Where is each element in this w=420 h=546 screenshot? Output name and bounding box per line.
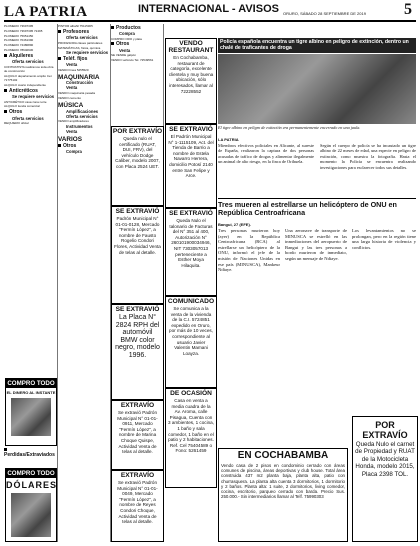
news-headline-helicoptero: Tres mueren al estrellarse un helicóptero de ONU en República Centroafricana [218, 200, 397, 218]
ad-line: VENDO maquinaria pesada [58, 91, 96, 96]
classified-column-1-lower [4, 446, 56, 466]
news-photo-tigre [218, 54, 416, 124]
photo-caption: El tigre albino en peligro de extinción era permanentemente encerrado en una jaula. [218, 125, 361, 130]
subsection-heading: Venta [66, 85, 78, 91]
logo-image [11, 493, 51, 537]
section-title: INTERNACIONAL - AVISOS [138, 3, 279, 15]
classified-column-1 [4, 24, 56, 376]
subsection-heading: Oferta servicios [66, 113, 98, 119]
subsection-heading: Compra [119, 30, 135, 36]
subsection-heading: Amplificaciones [66, 108, 99, 114]
ad-line: CONTRATISTA realizamos toda obra de construcción [4, 64, 54, 73]
ad-heading: EN COCHABAMBA [237, 450, 329, 461]
page-number: 5 [404, 1, 412, 18]
ad-box [111, 470, 164, 542]
ad-line: PINTOR albañil 75115305 [58, 24, 93, 28]
section-rule [218, 198, 416, 199]
news-source: Bangui, 27 (EFE). [218, 222, 251, 227]
ad-box [165, 296, 217, 388]
ad-line: REQUIERO oficial [4, 121, 29, 126]
header-rule [4, 20, 416, 22]
ad-heading: DE OCASIÓN [170, 390, 212, 397]
ad-line: PLOMERO 70461390 [4, 38, 34, 43]
ad-box [111, 126, 164, 206]
subsection-heading: Compra [66, 149, 82, 155]
ad-body: Vendo casa de 2 pisos en condominio cerrado con áreas comunes de piscina, áreas deportivas y club house. Total área construida 437 m2 planta baja, planta alta, patio con churrasquera. La planta alta cuenta 3 dormitorios, 1 dormitorio y 2 baños. Planta alta: 1 suite, 2 dormitorios, living comedor, cocina, escritorio, parqueo cerrado con barda. Precio Sus. 250.000.- Sin intermediarios llamar al Telf. 75990303 [221, 463, 345, 500]
subsection-heading: Oferta servicios [12, 59, 44, 65]
section-heading: VARIOS [58, 136, 83, 144]
dateline: ORURO, SÁBADO 28 SEPTIEMBRE DE 2019 [283, 11, 366, 16]
section-heading: Alquileres [4, 54, 56, 59]
ad-line: VENDO amplificadores [58, 119, 89, 124]
ad-box-cochabamba [218, 448, 348, 542]
section-heading: Productos [111, 26, 162, 31]
news-source: LA PATRIA [218, 137, 239, 142]
ad-heading: SE EXTRAVIÓ [169, 210, 213, 217]
logo-subtitle: DÓLARES [6, 480, 58, 490]
ad-heading: SE EXTRAVIÓ [115, 208, 160, 215]
subsection-heading: Se requiere servicios [12, 93, 55, 99]
section-heading: Otros [4, 110, 56, 115]
section-heading: Perdidas/Extraviados [4, 448, 56, 459]
section-heading: Otros [111, 42, 162, 47]
ad-line: VENDO vehículo Tel. 72549561 [111, 58, 154, 63]
ad-line: PROFESORA clases particulares [58, 40, 103, 45]
ad-heading: EXTRAVÍO [120, 472, 155, 479]
ad-line: PLOMERO 78640930 [4, 47, 34, 52]
ad-heading: VENDO RESTAURANT [168, 40, 214, 54]
news-body: Miembros efectivos policiales en Alicante, al sureste de España, realizaron la captura de dos personas acusadas de tráfico de drogas y alimentar ilegalmente un animal de alto riesgo, en la finca de Orihuela. [218, 143, 314, 165]
section-heading: Profesores [58, 30, 109, 35]
ad-line: VENDO línea 5255520 [58, 67, 89, 72]
ad-body: El Padrón Municipal N° 1-1115109, Act. del Tienda de Barrio a nombre de Estela Navarro Herrera, domicilio Potosí 2140 entre San Felipe y Arce. [168, 134, 214, 179]
subsection-heading: Oferta servicios [12, 115, 44, 121]
subsection-heading: Venta [66, 128, 78, 134]
ad-line: PLOMERO 73697395 [4, 24, 34, 28]
subsection-heading: Instrumentos [66, 123, 93, 129]
ad-line: PLOMERO 75951450 [4, 33, 34, 38]
masthead: LA PATRIA [4, 4, 88, 20]
ad-line: ALQUILO tienda comercial [4, 104, 40, 109]
ad-line: SE VENDE galpón [111, 53, 137, 58]
ad-box [352, 416, 418, 542]
ad-line: PLOMERO 73697395 72495 [4, 28, 43, 33]
ad-line: COMPRO ORO y plata [111, 36, 142, 41]
classified-column-3 [111, 24, 162, 124]
ad-line: ANTICRÉTICO casa zona norte [4, 99, 47, 104]
ad-box [111, 304, 164, 400]
ad-body: Queda Nulo el talonario de Facturas del N° 351 al 400, Autorización N° 260101900034946, NIT 7303057013 perteneciente a Esther Moya Hilaquita. [169, 218, 213, 268]
logo-subtitle: EL DINERO AL INSTANTE [6, 390, 56, 395]
compro-todo-dolares-logo [5, 468, 57, 542]
ad-body: Queda nulo el certificado (RUAT, DUI, FRV), del vehículo Dodge Caliber, modelo 2007, con Placa 2524 UET. [115, 136, 160, 169]
section-heading: MAQUINARIA [58, 73, 100, 81]
news-headline-tigre: Policía española encuentra un tigre albino en peligro de extinción, dentro un chalé de traficantes de droga [218, 38, 416, 53]
news-body: Los levantamientos no se prolongan, pero en la región tiene una larga historia de violencia y conflictos. [352, 228, 416, 250]
ad-body: Se comunica a la venta de la vivienda de la C.I. 5724851 expedido en Oruro, por más de 10 veces, correspondiente al usuario Javier Valentin Mamani Loayza. [169, 306, 213, 356]
ad-body: La Placa N° 2824 RPH del automóvil BMW color negro, modelo 1996. [115, 314, 160, 359]
ad-heading: COMUNICADO [167, 298, 215, 305]
logo-title: COMPRO TODO [7, 380, 55, 387]
ad-body: Padrón Municipal N° 01-01-0128, Mercado "Fermín López", a nombre de Fausto Rogelio Condori Flores, Actividad Venta de telas al detalle. [114, 216, 161, 255]
section-heading: Otros [58, 144, 109, 149]
logo-title: COMPRO TODO [7, 470, 55, 477]
subsection-heading: Construcción [66, 80, 93, 86]
ad-line: VENDO cemento [58, 95, 82, 100]
ad-line: ALQUILO departamento amplio Cel. 71775102 [4, 73, 53, 82]
classified-column-2 [58, 24, 109, 540]
section-heading: Anticréticos [4, 89, 56, 94]
ad-body: Casa en venta a media cuadra de la Av. Aroma, calle Pisagua, Cuenta con 3 ambientes, 1 cocina, 1 baño y sala comedor, 1 baño en el patio y 2 habitaciones. Ref. Cel 75404589 o Fono: 5261459 [168, 398, 214, 454]
ad-body: Se extravió Padrón Municipal N° 01-01-0911, Mercado "Fermín López", a nombre de Marina Choque Quispe, Actividad Venta de telas al detalle. [117, 410, 158, 455]
news-body: Tres personas murieron hoy (ayer) en la República Centroafricana (RCA) al estrellarse un helicóptero de la ONU, informó el jefe de la misión de Naciones Unidas en ese país (MINUSCA), Mankeur Ndiaye. [218, 228, 280, 273]
news-body: Según el cuerpo de policía se ha incautado un tigre albino de 22 meses de edad, una especie en peligro de extinción, como muestra la fotografía. Hasta el momento la Policía se encuentra realizando investigaciones para esclarecer todos sus detalles. [320, 143, 416, 170]
logo-image [11, 398, 51, 436]
news-body: Una aeronave de transporte de MINUSCA se estrelló en las inmediaciones del aeropuerto de Bangui y las tres personas a bordo murieron de inmediato, según un mensaje de Ndiaye. [285, 228, 347, 261]
ad-heading: SE EXTRAVIÓ [169, 126, 213, 133]
section-heading: Teléf. fijos [58, 57, 109, 62]
subsection-heading: Se requiere servicios [66, 49, 109, 55]
ad-line: ALQUILO cuarto independiente [4, 82, 46, 87]
ad-box [111, 206, 164, 304]
ad-heading: POR EXTRAVÍO [362, 420, 408, 440]
ad-box [165, 38, 217, 124]
ad-line: PLOMERO 74480890 [4, 43, 34, 48]
ad-heading: POR EXTRAVÍO [112, 128, 163, 135]
section-heading: MÚSICA [58, 102, 84, 110]
ad-body: Se extravió Padrón Municipal N° 01-01-0049, Mercado "Fermín López", a nombre de Reyes Condori Choque, Actividad Venta de telas al detalle. [117, 480, 158, 525]
ad-box [111, 400, 164, 470]
subsection-heading: Venta [119, 47, 131, 53]
subsection-heading: Venta [66, 61, 78, 67]
ad-box [165, 208, 217, 296]
ad-box [165, 124, 217, 208]
ad-body: Queda Nulo el carnet de Propiedad y RUAT de la Motocicleta Honda, modelo 2015, Placa 2398 TOL. [355, 441, 415, 478]
ad-line: MATEMÁTICAS, física, química [58, 45, 101, 50]
ad-heading: EXTRAVÍO [120, 402, 155, 409]
ad-box [165, 388, 217, 488]
compro-todo-logo [5, 378, 57, 446]
subsection-heading: Oferta servicios [66, 35, 98, 41]
ad-heading: SE EXTRAVIÓ [115, 306, 160, 313]
ad-body: En Cochabamba, restaurant de categoría, excelente clientela y muy buena ubicación, sólo interesados, llamar al 72228552 [168, 55, 214, 94]
